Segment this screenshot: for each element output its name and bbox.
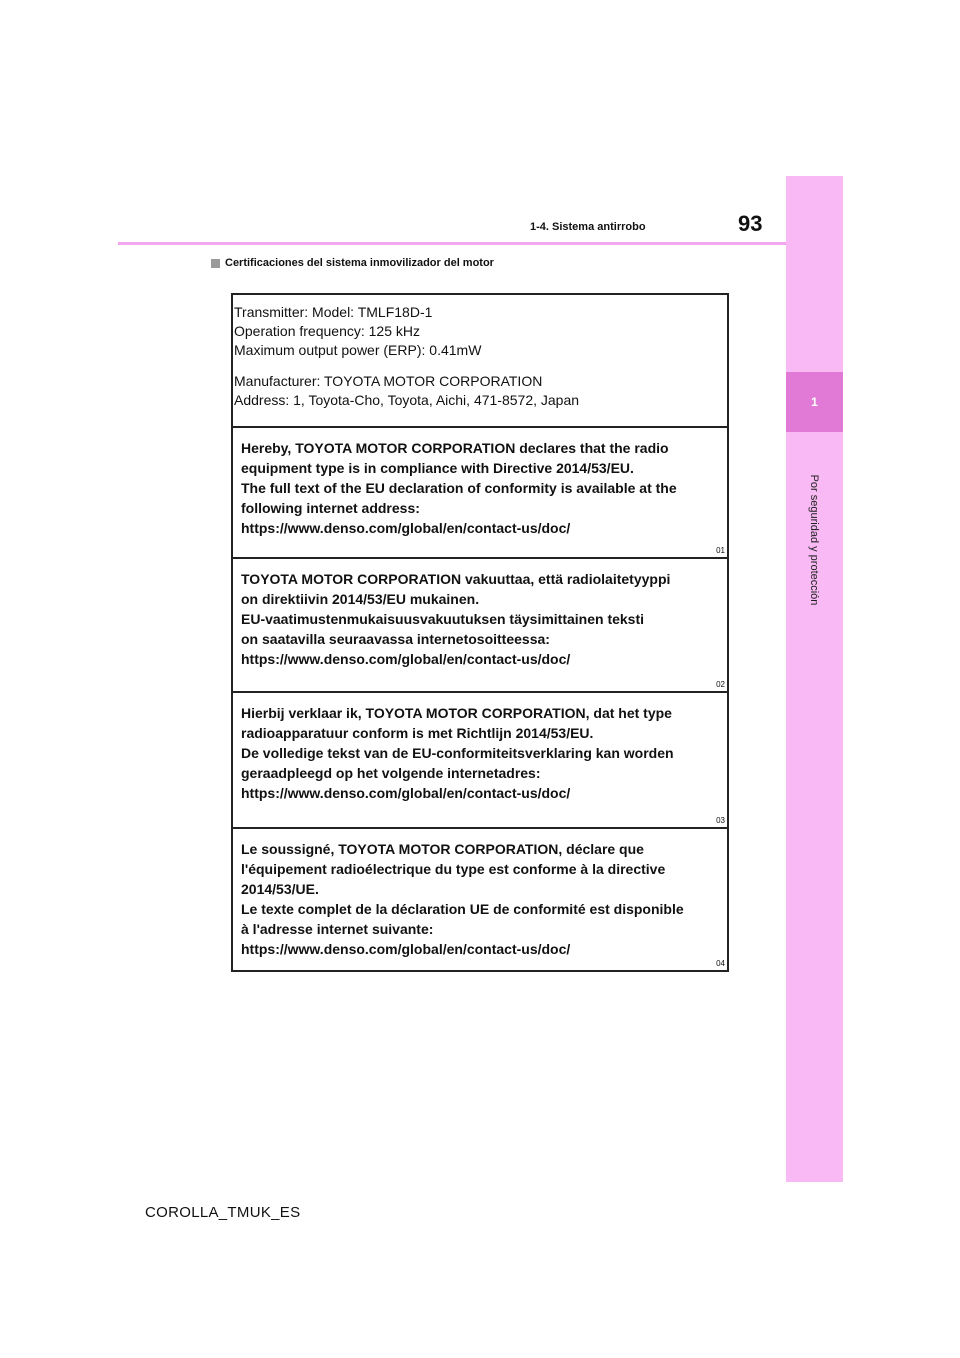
declaration-url: https://www.denso.com/global/en/contact-us/doc/: [241, 785, 571, 801]
declaration-line: radioapparatuur conform is met Richtlijn 2014/53/EU.: [241, 725, 594, 741]
declaration-url: https://www.denso.com/global/en/contact-us/doc/: [241, 520, 571, 536]
header-rule: [118, 242, 786, 245]
transmitter-model: Transmitter: Model: TMLF18D-1: [234, 304, 433, 320]
declaration-line: Hereby, TOYOTA MOTOR CORPORATION declares that the radio: [241, 440, 669, 456]
manufacturer: Manufacturer: TOYOTA MOTOR CORPORATION: [234, 373, 543, 389]
document-code: COROLLA_TMUK_ES: [145, 1204, 301, 1221]
block-code: 04: [716, 959, 725, 968]
declaration-line: à l'adresse internet suivante:: [241, 921, 434, 937]
declaration-line: geraadpleegd op het volgende internetadres:: [241, 765, 541, 781]
side-tab: [786, 176, 843, 1182]
declaration-line: following internet address:: [241, 500, 420, 516]
chapter-title: Por seguridad y protección: [808, 474, 820, 606]
declaration-line: Hierbij verklaar ik, TOYOTA MOTOR CORPORATION, dat het type: [241, 705, 672, 721]
declaration-line: Le texte complet de la déclaration UE de conformité est disponible: [241, 901, 684, 917]
declaration-line: EU-vaatimustenmukaisuusvakuutuksen täysimittainen teksti: [241, 611, 645, 627]
declaration-url: https://www.denso.com/global/en/contact-us/doc/: [241, 941, 571, 957]
declaration-line: l'équipement radioélectrique du type est conforme à la directive: [241, 861, 666, 877]
declaration-line: on saatavilla seuraavassa internetosoitteessa:: [241, 631, 550, 647]
subheading-text: Certificaciones del sistema inmovilizador del motor: [225, 257, 494, 269]
declaration-fi-block: [233, 557, 727, 691]
max-output-power: Maximum output power (ERP): 0.41mW: [234, 342, 482, 358]
chapter-number: 1: [811, 395, 818, 409]
block-code: 01: [716, 546, 725, 555]
block-code: 03: [716, 816, 725, 825]
chapter-number-tab[interactable]: [786, 372, 843, 432]
declaration-line: equipment type is in compliance with Directive 2014/53/EU.: [241, 460, 634, 476]
certification-label: [231, 293, 729, 972]
declaration-line: 2014/53/UE.: [241, 881, 319, 897]
page-number: 93: [738, 211, 763, 236]
declaration-en-block: [233, 426, 727, 557]
declaration-line: on direktiivin 2014/53/EU mukainen.: [241, 591, 480, 607]
transmitter-info-block: [233, 295, 727, 426]
manufacturer-address: Address: 1, Toyota-Cho, Toyota, Aichi, 471-8572, Japan: [234, 392, 580, 408]
declaration-line: The full text of the EU declaration of conformity is available at the: [241, 480, 677, 496]
declaration-fr-block: [233, 827, 727, 970]
declaration-nl-block: [233, 691, 727, 827]
operation-frequency: Operation frequency: 125 kHz: [234, 323, 420, 339]
declaration-url: https://www.denso.com/global/en/contact-us/doc/: [241, 651, 571, 667]
declaration-line: TOYOTA MOTOR CORPORATION vakuuttaa, että radiolaitetyyppi: [241, 571, 671, 587]
section-title: 1-4. Sistema antirrobo: [530, 221, 646, 233]
declaration-line: Le soussigné, TOYOTA MOTOR CORPORATION, déclare que: [241, 841, 644, 857]
block-code: 02: [716, 680, 725, 689]
square-bullet-icon: [211, 259, 220, 268]
subheading: [211, 257, 494, 269]
declaration-line: De volledige tekst van de EU-conformiteitsverklaring kan worden: [241, 745, 674, 761]
